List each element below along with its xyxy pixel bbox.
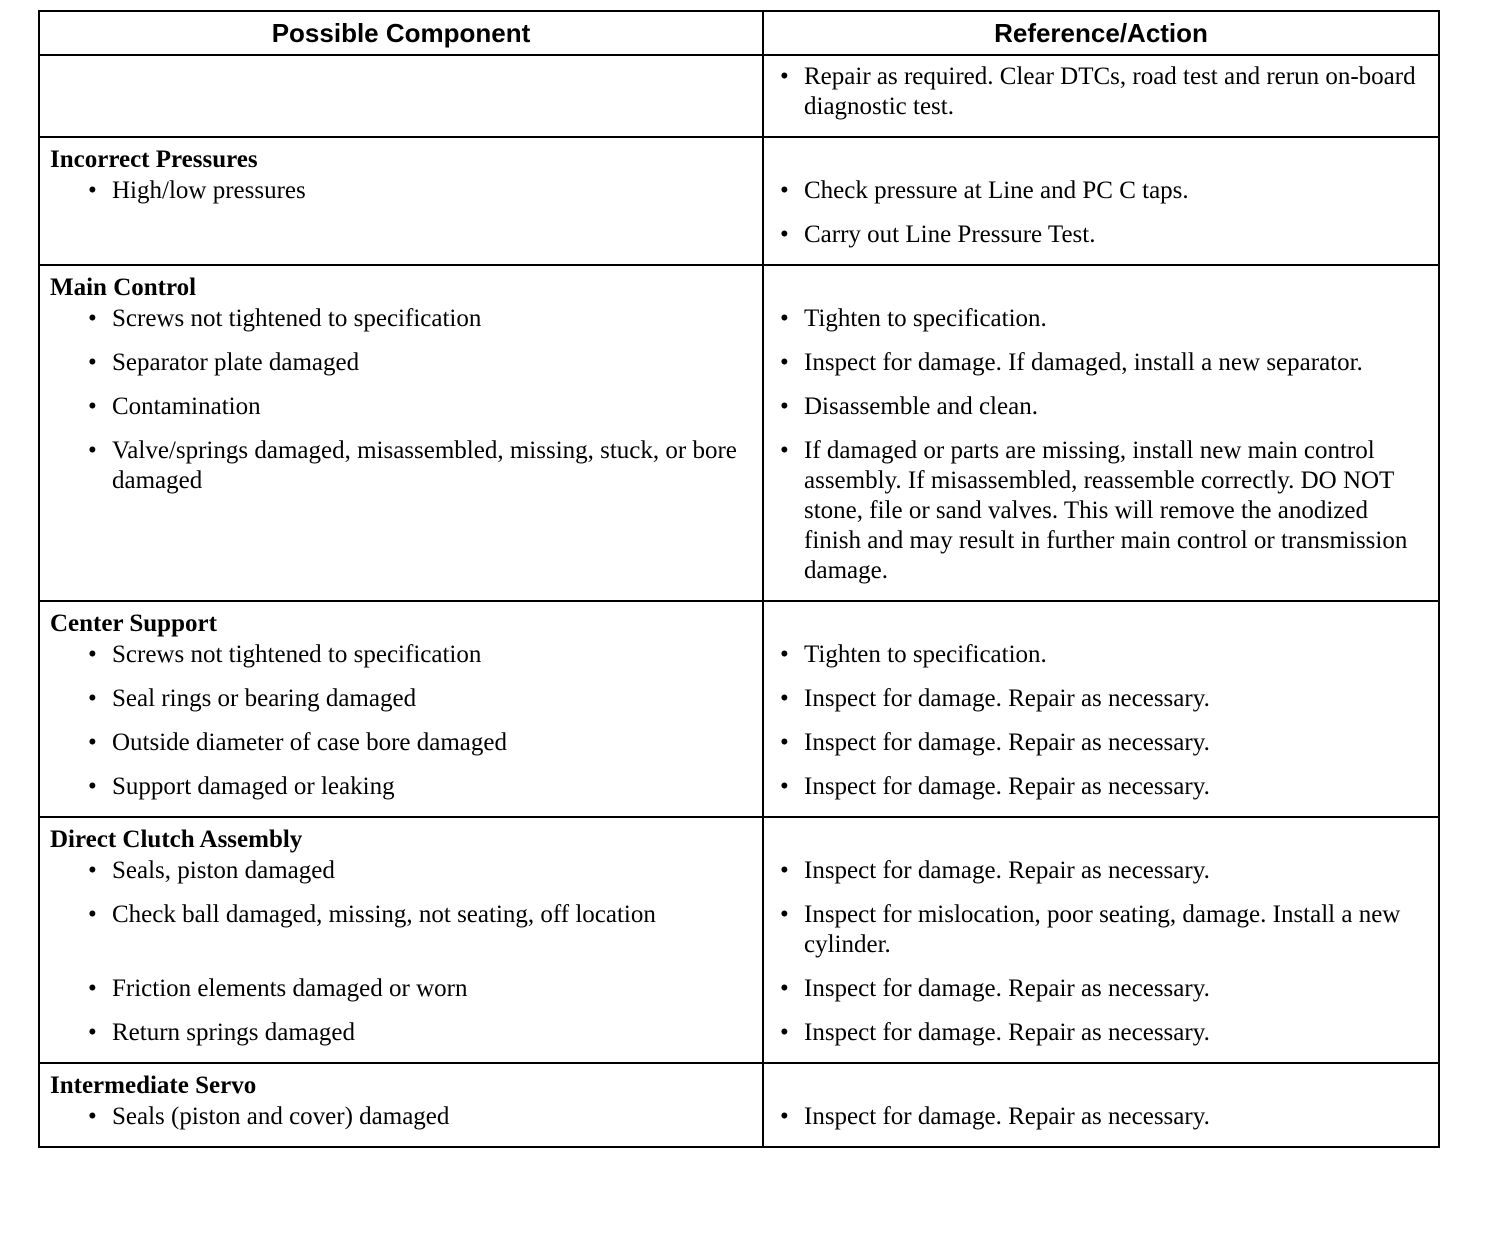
action-item [780,974,1424,1004]
component-item-text: Separator plate damaged [112,349,360,376]
component-item [50,436,752,586]
action-item-text: Inspect for damage. If damaged, install a new separator. [804,349,1363,376]
bullet-icon: • [88,177,97,204]
component-item-text: Support damaged or leaking [112,773,395,800]
action-item-text: Tighten to specification. [804,305,1047,332]
component-item [50,1102,752,1132]
component-item [50,1018,752,1048]
action-item [780,436,1424,586]
section-title: Center Support [50,610,217,637]
action-cell [764,56,1438,136]
action-item-text: Check pressure at Line and PC C taps. [804,177,1189,204]
bullet-icon: • [780,975,789,1002]
header-reference-action: Reference/Action [994,18,1208,48]
table-row [40,816,1438,1062]
bullet-icon: • [88,1103,97,1130]
bullet-icon: • [780,349,789,376]
section-title: Intermediate Servo [50,1072,257,1099]
action-spacer [780,608,1424,640]
bullet-icon: • [780,437,789,464]
action-item [780,772,1424,802]
action-item [780,856,1424,886]
bullet-icon: • [88,901,97,928]
bullet-icon: • [88,729,97,756]
component-item [50,772,752,802]
component-item [50,974,752,1004]
component-item [50,176,752,206]
action-item [780,392,1424,422]
action-cell [764,1064,1438,1146]
bullet-icon: • [780,393,789,420]
table-row [40,264,1438,600]
component-item [50,392,752,422]
section-title: Main Control [50,274,197,301]
component-item-text: Seal rings or bearing damaged [112,685,417,712]
action-item-text: Inspect for damage. Repair as necessary. [804,1019,1210,1046]
bullet-icon: • [780,63,789,90]
bullet-icon: • [88,773,97,800]
component-cell [40,818,764,1062]
table-row [40,600,1438,816]
component-item-text: Outside diameter of case bore damaged [112,729,507,756]
table-row [40,1062,1438,1146]
action-spacer [780,1070,1424,1102]
action-item [780,1018,1424,1048]
component-cell [40,266,764,600]
bullet-icon: • [780,685,789,712]
action-item [780,684,1424,714]
bullet-icon: • [780,729,789,756]
action-item-text: Inspect for damage. Repair as necessary. [804,729,1210,756]
action-item [780,348,1424,378]
bullet-icon: • [780,1103,789,1130]
action-item [780,728,1424,758]
bullet-icon: • [780,641,789,668]
bullet-icon: • [780,177,789,204]
bullet-icon: • [88,857,97,884]
action-item-text: Inspect for mislocation, poor seating, damage. Install a new cylinder. [804,901,1401,958]
component-item-text: Check ball damaged, missing, not seating, off location [112,901,656,928]
action-item-text: Inspect for damage. Repair as necessary. [804,1103,1210,1130]
table-row-intro [40,54,1438,136]
bullet-icon: • [780,901,789,928]
action-item-text: Inspect for damage. Repair as necessary. [804,975,1210,1002]
action-cell [764,266,1438,600]
component-cell [40,1064,764,1146]
component-item-text: Screws not tightened to specification [112,641,482,668]
action-item-text: Inspect for damage. Repair as necessary. [804,857,1210,884]
diagnostic-table [38,10,1440,1148]
component-item-text: Seals (piston and cover) damaged [112,1103,450,1130]
bullet-icon: • [780,1019,789,1046]
component-item [50,728,752,758]
header-possible-component: Possible Component [40,12,764,54]
bullet-icon: • [88,305,97,332]
bullet-icon: • [780,773,789,800]
bullet-icon: • [780,221,789,248]
action-item [780,62,1424,122]
component-cell [40,138,764,264]
bullet-icon: • [88,1019,97,1046]
action-item-text: Tighten to specification. [804,641,1047,668]
component-cell [40,56,764,136]
action-cell [764,602,1438,816]
component-item-text: Seals, piston damaged [112,857,335,884]
action-item-text: Carry out Line Pressure Test. [804,221,1096,248]
bullet-icon: • [88,685,97,712]
table-row [40,136,1438,264]
component-item [50,640,752,670]
action-item [780,1102,1424,1132]
component-item-text: Friction elements damaged or worn [112,975,468,1002]
action-item [780,220,1424,250]
action-cell [764,818,1438,1062]
bullet-icon: • [88,975,97,1002]
component-item-text: Valve/springs damaged, misassembled, missing, stuck, or bore damaged [112,437,737,494]
section-title: Direct Clutch Assembly [50,826,303,853]
component-item [50,856,752,886]
component-item-text: High/low pressures [112,177,306,204]
action-cell [764,138,1438,264]
component-cell [40,602,764,816]
action-spacer [780,144,1424,176]
action-item [780,640,1424,670]
component-item [50,348,752,378]
component-item [50,684,752,714]
component-item-text: Screws not tightened to specification [112,305,482,332]
bullet-icon: • [780,305,789,332]
bullet-icon: • [88,437,97,464]
bullet-icon: • [88,349,97,376]
component-item [50,900,752,960]
bullet-icon: • [88,393,97,420]
action-item [780,304,1424,334]
action-item-text: Inspect for damage. Repair as necessary. [804,685,1210,712]
bullet-icon: • [88,641,97,668]
action-spacer [780,272,1424,304]
action-item-text: If damaged or parts are missing, install new main control assembly. If misassembled, reassemble correctly. DO NOT stone, file or sand valves. This will remove the anodized finish and may result in further main control or transmission damage. [804,437,1408,584]
table-header-row [40,12,1438,54]
action-spacer [780,824,1424,856]
component-item [50,304,752,334]
action-item [780,176,1424,206]
bullet-icon: • [780,857,789,884]
action-item [780,900,1424,960]
section-title: Incorrect Pressures [50,146,258,173]
action-item-text: Repair as required. Clear DTCs, road test and rerun on-board diagnostic test. [804,63,1416,120]
action-item-text: Disassemble and clean. [804,393,1038,420]
component-item-text: Return springs damaged [112,1019,356,1046]
action-item-text: Inspect for damage. Repair as necessary. [804,773,1210,800]
component-item-text: Contamination [112,393,261,420]
